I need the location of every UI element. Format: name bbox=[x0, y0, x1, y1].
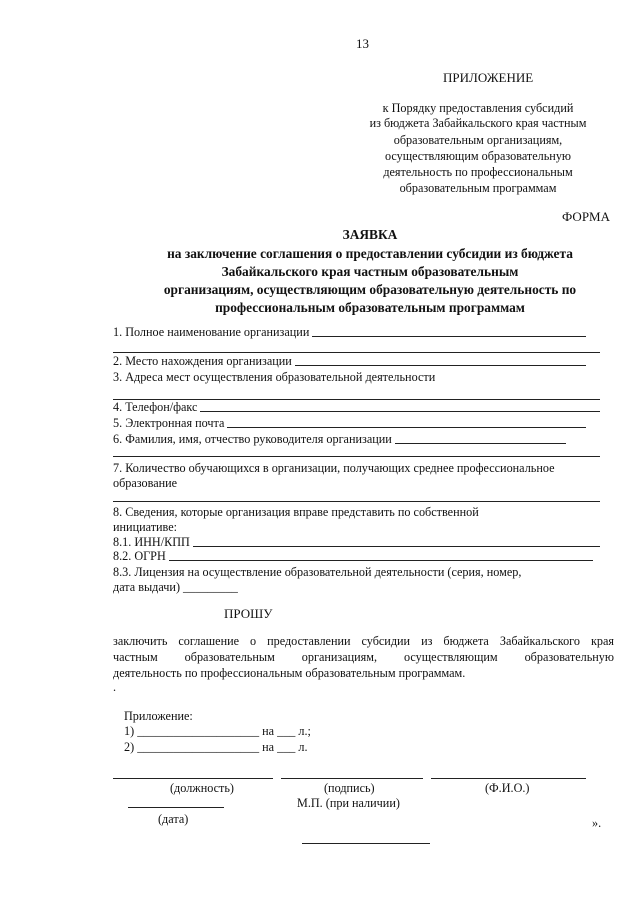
header-line: организациям, осуществляющим образовательную деятельность по bbox=[163, 282, 577, 297]
request-word: организациям, bbox=[301, 650, 378, 664]
field-ogrn-line[interactable] bbox=[169, 559, 593, 561]
date-caption: (дата) bbox=[158, 812, 189, 826]
bottom-line bbox=[302, 843, 430, 844]
form-label: ФОРМА bbox=[562, 209, 610, 224]
field-extra-info-label-cont: инициативе: bbox=[113, 520, 178, 534]
field-director-line[interactable] bbox=[395, 442, 566, 444]
attachment-item[interactable]: 1) ____________________ на ___ л.; bbox=[124, 724, 311, 738]
field-email-label: 5. Электронная почта bbox=[113, 416, 225, 430]
field-phone-label: 4. Телефон/факс bbox=[113, 400, 198, 414]
appendix-line: образовательным программам bbox=[399, 181, 557, 195]
attachments-title: Приложение: bbox=[124, 709, 193, 723]
appendix-line: деятельность по профессиональным bbox=[383, 165, 573, 179]
request-line: заключить соглашение о предоставлении субсидии из бюджета Забайкальского края bbox=[113, 634, 614, 648]
page-number: 13 bbox=[356, 36, 369, 51]
field-students-label-cont: образование bbox=[113, 476, 178, 490]
position-caption: (должность) bbox=[170, 781, 234, 795]
field-full-name-label: 1. Полное наименование организации bbox=[113, 325, 310, 339]
field-director[interactable] bbox=[113, 432, 566, 447]
header-line: Забайкальского края частным образовательным bbox=[221, 264, 519, 279]
fio-line[interactable] bbox=[431, 778, 586, 779]
request-word: образовательным bbox=[184, 650, 275, 664]
request-word: частным bbox=[113, 650, 158, 664]
request-word: осуществляющим bbox=[404, 650, 498, 664]
stray-dot: . bbox=[113, 680, 117, 694]
field-students-label: 7. Количество обучающихся в организации, получающих среднее профессиональное bbox=[113, 461, 555, 475]
field-email[interactable] bbox=[113, 416, 586, 431]
request-heading: ПРОШУ bbox=[224, 606, 273, 621]
field-inn-kpp-label: 8.1. ИНН/КПП bbox=[113, 535, 190, 549]
field-ogrn-label: 8.2. ОГРН bbox=[113, 549, 166, 563]
attachment-item[interactable]: 2) ____________________ на ___ л. bbox=[124, 740, 308, 754]
closing-quote: ». bbox=[592, 816, 602, 830]
appendix-line: к Порядку предоставления субсидий bbox=[382, 101, 574, 115]
stamp-caption: М.П. (при наличии) bbox=[297, 796, 400, 810]
header-line: профессиональным образовательным программам bbox=[215, 300, 525, 315]
date-line[interactable] bbox=[128, 807, 224, 808]
appendix-line: из бюджета Забайкальского края частным bbox=[369, 116, 587, 130]
field-ogrn[interactable] bbox=[113, 549, 593, 564]
field-addresses-label: 3. Адреса мест осуществления образовательной деятельности bbox=[113, 370, 436, 384]
request-line bbox=[113, 650, 614, 665]
field-students-line[interactable] bbox=[113, 501, 600, 502]
field-location-label: 2. Место нахождения организации bbox=[113, 354, 292, 368]
request-word: образовательную bbox=[524, 650, 614, 664]
field-director-continuation[interactable] bbox=[113, 456, 600, 457]
field-director-label: 6. Фамилия, имя, отчество руководителя организации bbox=[113, 432, 392, 446]
field-email-line[interactable] bbox=[227, 426, 586, 428]
appendix-title: ПРИЛОЖЕНИЕ bbox=[443, 70, 534, 85]
appendix-line: образовательным организациям, bbox=[393, 133, 563, 147]
field-license-date[interactable]: дата выдачи) _________ bbox=[113, 580, 238, 594]
fio-caption: (Ф.И.О.) bbox=[485, 781, 530, 795]
field-full-name-line[interactable] bbox=[312, 335, 586, 337]
field-inn-kpp[interactable] bbox=[113, 535, 600, 550]
field-location[interactable] bbox=[113, 354, 586, 369]
field-extra-info-label: 8. Сведения, которые организация вправе представить по собственной bbox=[113, 505, 479, 519]
position-line[interactable] bbox=[113, 778, 273, 779]
field-inn-kpp-line[interactable] bbox=[193, 545, 600, 547]
header-line: на заключение соглашения о предоставлении субсидии из бюджета bbox=[167, 246, 573, 261]
signature-line[interactable] bbox=[281, 778, 423, 779]
field-full-name-continuation[interactable] bbox=[113, 352, 600, 353]
document-title: ЗАЯВКА bbox=[342, 227, 398, 242]
request-line: деятельность по профессиональным образовательным программам. bbox=[113, 666, 466, 680]
field-phone-line[interactable] bbox=[200, 410, 600, 412]
field-license-label: 8.3. Лицензия на осуществление образовательной деятельности (серия, номер, bbox=[113, 565, 522, 579]
field-full-name[interactable] bbox=[113, 325, 586, 340]
field-location-line[interactable] bbox=[295, 364, 586, 366]
appendix-line: осуществляющим образовательную bbox=[384, 149, 572, 163]
field-phone[interactable] bbox=[113, 400, 600, 415]
signature-caption: (подпись) bbox=[324, 781, 375, 795]
